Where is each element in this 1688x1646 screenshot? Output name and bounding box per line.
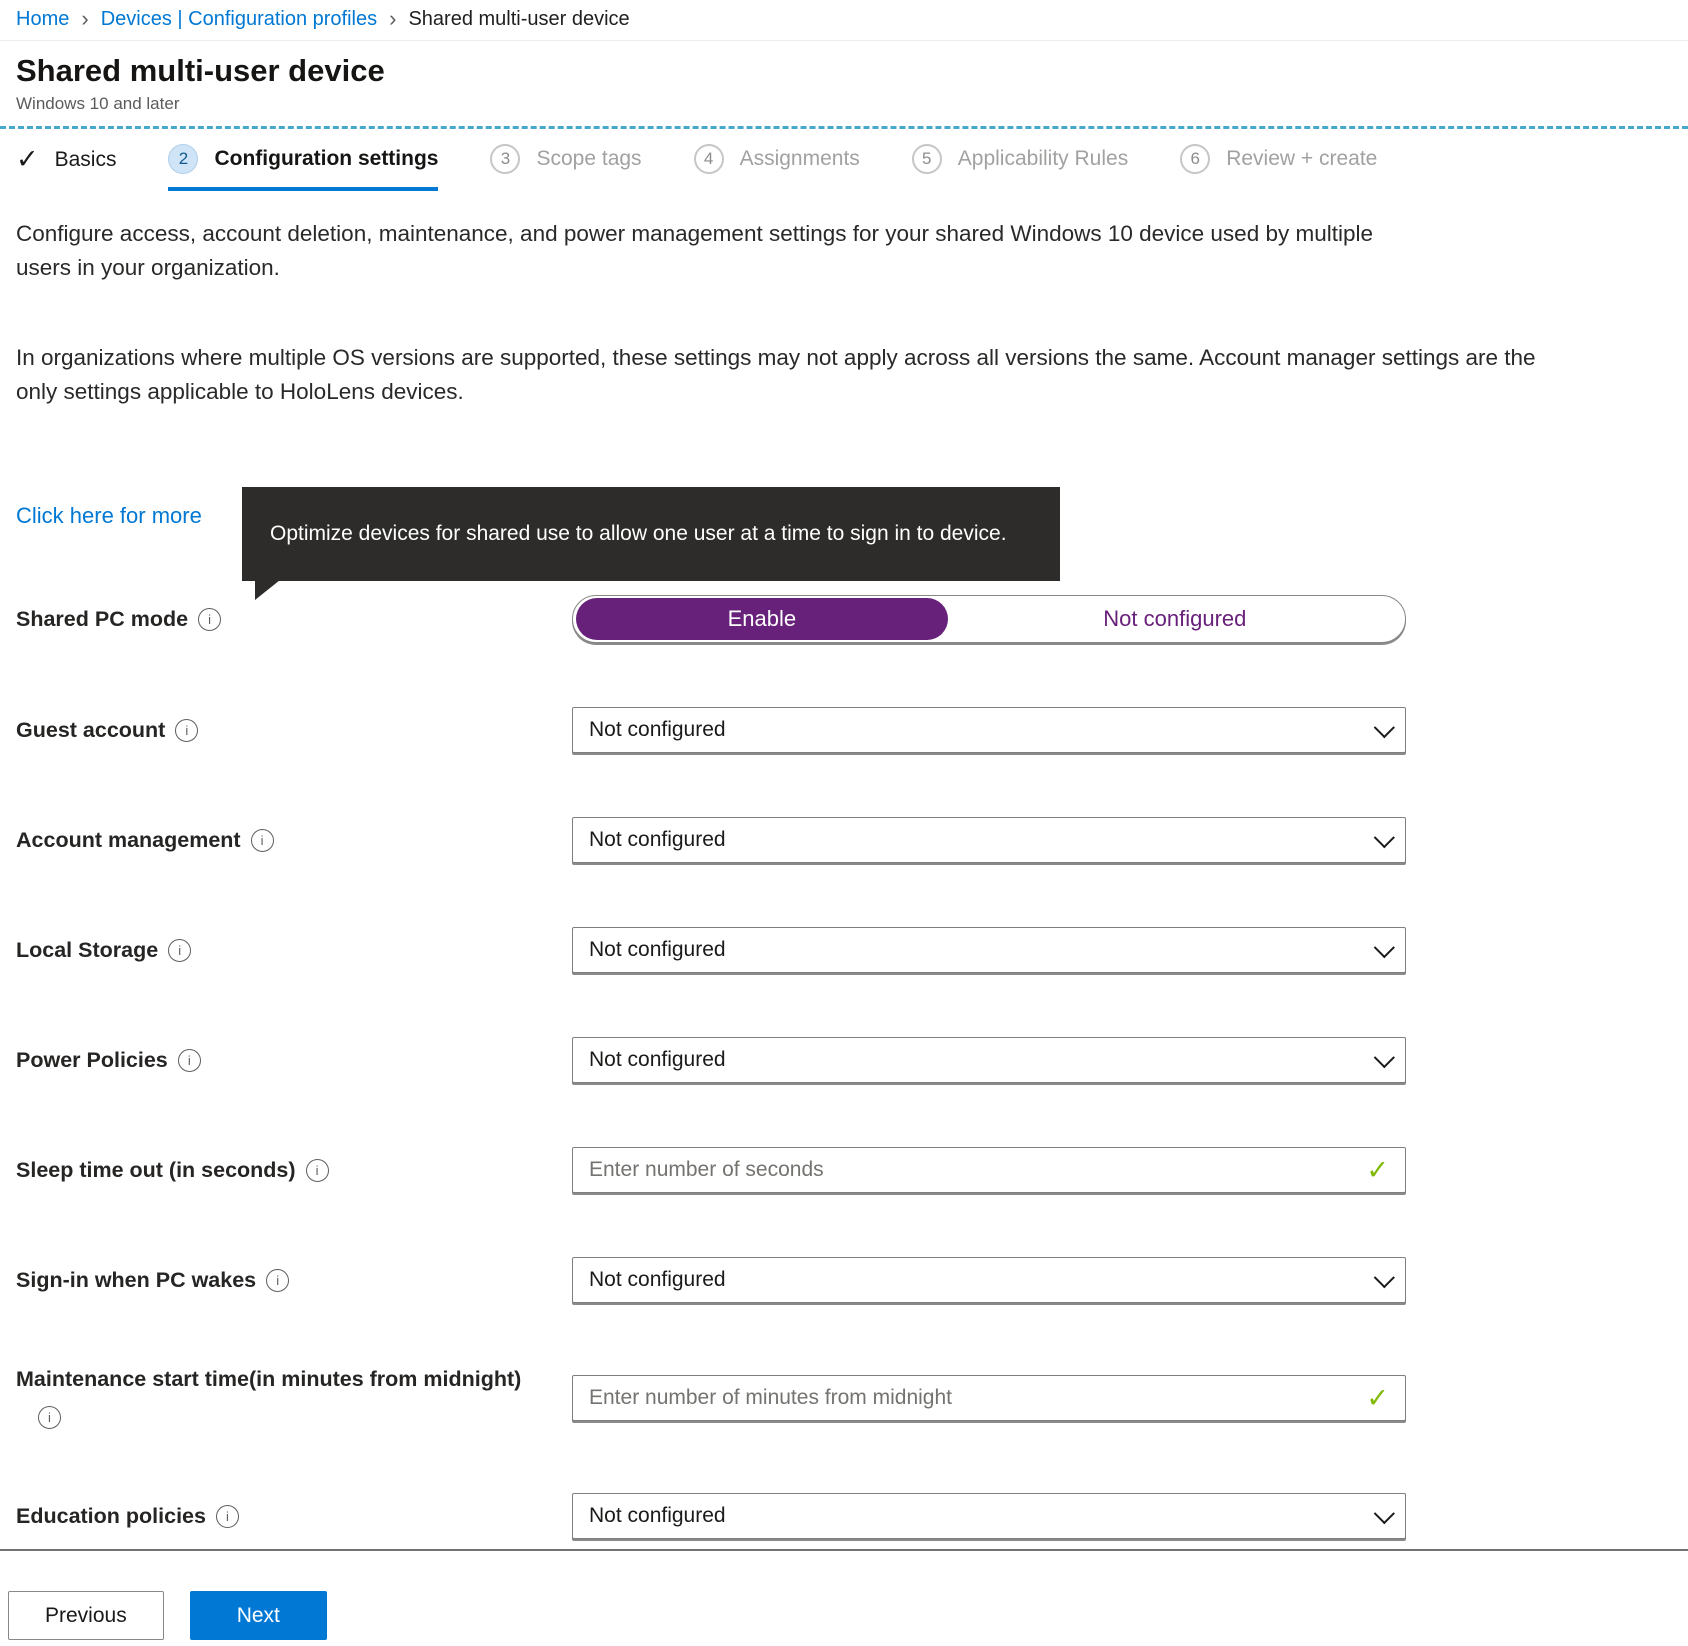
info-icon[interactable]: i: [175, 719, 198, 742]
info-icon[interactable]: i: [266, 1269, 289, 1292]
info-icon[interactable]: i: [251, 829, 274, 852]
dropdown-value: Not configured: [589, 938, 726, 961]
account-management-dropdown[interactable]: [572, 817, 1406, 863]
shared-pc-mode-tooltip: [242, 487, 1060, 581]
dropdown-value: Not configured: [589, 1504, 726, 1527]
valid-check-icon: ✓: [1366, 1154, 1389, 1185]
power-policies-row: [16, 1037, 1672, 1083]
maintenance-start-time-input[interactable]: [589, 1386, 1352, 1410]
info-icon[interactable]: i: [178, 1049, 201, 1072]
tab-applicability-rules-label: Applicability Rules: [957, 147, 1129, 170]
tab-assignments[interactable]: [694, 144, 860, 187]
tab-assignments-label: Assignments: [739, 147, 860, 170]
step-number-badge: 2: [168, 144, 198, 174]
sleep-timeout-label: Sleep time out (in seconds): [16, 1157, 296, 1182]
sign-in-when-pc-wakes-dropdown[interactable]: [572, 1257, 1406, 1303]
chevron-down-icon: [1374, 1503, 1395, 1524]
education-policies-row: [16, 1493, 1672, 1539]
page-title: Shared multi-user device: [16, 53, 385, 88]
account-management-row: [16, 817, 1672, 863]
valid-check-icon: ✓: [1366, 1382, 1389, 1413]
step-number-badge: 6: [1180, 144, 1210, 174]
tab-basics-label: Basics: [54, 147, 117, 171]
breadcrumb: [0, 0, 1688, 41]
sign-in-when-pc-wakes-label: Sign-in when PC wakes: [16, 1267, 257, 1292]
more-info-row: [16, 503, 1672, 545]
shared-pc-mode-toggle: [572, 595, 1406, 643]
configuration-settings-form: [16, 595, 1672, 1539]
chevron-down-icon: [1374, 1047, 1395, 1068]
info-icon[interactable]: i: [198, 608, 221, 631]
sleep-timeout-row: [16, 1147, 1672, 1193]
power-policies-dropdown[interactable]: [572, 1037, 1406, 1083]
guest-account-label: Guest account: [16, 717, 166, 742]
shared-pc-mode-label: Shared PC mode: [16, 606, 189, 631]
maintenance-start-time-row: [16, 1367, 1672, 1429]
breadcrumb-home-link[interactable]: Home: [16, 8, 70, 30]
tab-basics[interactable]: [16, 144, 116, 188]
local-storage-dropdown[interactable]: [572, 927, 1406, 973]
local-storage-label: Local Storage: [16, 937, 159, 962]
shared-pc-mode-enable-option[interactable]: Enable: [576, 598, 948, 640]
education-policies-dropdown[interactable]: [572, 1493, 1406, 1539]
wizard-footer: [0, 1551, 1688, 1640]
breadcrumb-configuration-profiles-link[interactable]: Devices | Configuration profiles: [100, 8, 378, 30]
chevron-down-icon: [1374, 1267, 1395, 1288]
dropdown-value: Not configured: [589, 718, 726, 741]
sleep-timeout-input[interactable]: [589, 1158, 1352, 1182]
sleep-timeout-field: [572, 1147, 1406, 1193]
checkmark-icon: ✓: [16, 144, 39, 174]
breadcrumb-current: Shared multi-user device: [408, 8, 630, 30]
step-number-badge: 4: [694, 144, 724, 174]
info-icon[interactable]: i: [168, 939, 191, 962]
shared-pc-mode-not-configured-option[interactable]: Not configured: [1103, 606, 1247, 631]
guest-account-dropdown[interactable]: [572, 707, 1406, 753]
education-policies-label: Education policies: [16, 1503, 206, 1528]
next-button[interactable]: Next: [190, 1591, 327, 1640]
wizard-steps: [0, 129, 1688, 191]
intro-paragraph-1: Configure access, account deletion, maintenance, and power management settings for your shared Windows 10 device used by multiple users in your organization.: [16, 221, 1374, 280]
sign-in-when-pc-wakes-row: [16, 1257, 1672, 1303]
chevron-down-icon: [1374, 937, 1395, 958]
info-icon[interactable]: i: [216, 1505, 239, 1528]
local-storage-row: [16, 927, 1672, 973]
tab-scope-tags-label: Scope tags: [536, 147, 642, 170]
guest-account-row: [16, 707, 1672, 753]
dropdown-value: Not configured: [589, 1048, 726, 1071]
dropdown-value: Not configured: [589, 1268, 726, 1291]
power-policies-label: Power Policies: [16, 1047, 168, 1072]
intro-paragraph-2: In organizations where multiple OS versions are supported, these settings may not apply across all versions the same. Account manager settings are the only settings applicable to HoloLens devices.: [16, 345, 1536, 404]
page-header: [0, 41, 1688, 126]
page-subtitle: Windows 10 and later: [16, 94, 180, 113]
step-number-badge: 5: [912, 144, 942, 174]
shared-pc-mode-row: [16, 595, 1672, 643]
info-icon[interactable]: i: [38, 1406, 61, 1429]
more-info-link[interactable]: Click here for more: [16, 503, 202, 528]
tab-review-create[interactable]: [1180, 144, 1377, 187]
dropdown-value: Not configured: [589, 828, 726, 851]
chevron-down-icon: [1374, 717, 1395, 738]
tab-review-create-label: Review + create: [1226, 147, 1378, 170]
breadcrumb-separator-icon: ›: [389, 5, 397, 31]
info-icon[interactable]: i: [306, 1159, 329, 1182]
breadcrumb-separator-icon: ›: [81, 5, 89, 31]
maintenance-start-time-label: Maintenance start time(in minutes from midnight): [16, 1367, 522, 1391]
tooltip-caret: [255, 580, 280, 600]
step-number-badge: 3: [490, 144, 520, 174]
tab-scope-tags[interactable]: [490, 144, 641, 187]
tab-applicability-rules[interactable]: [912, 144, 1128, 187]
maintenance-start-time-field: [572, 1375, 1406, 1421]
tooltip-text: Optimize devices for shared use to allow one user at a time to sign in to device.: [270, 522, 1007, 545]
tab-configuration-settings-label: Configuration settings: [214, 147, 439, 170]
chevron-down-icon: [1374, 827, 1395, 848]
tab-configuration-settings[interactable]: [168, 144, 438, 191]
previous-button[interactable]: Previous: [8, 1591, 164, 1640]
account-management-label: Account management: [16, 827, 241, 852]
